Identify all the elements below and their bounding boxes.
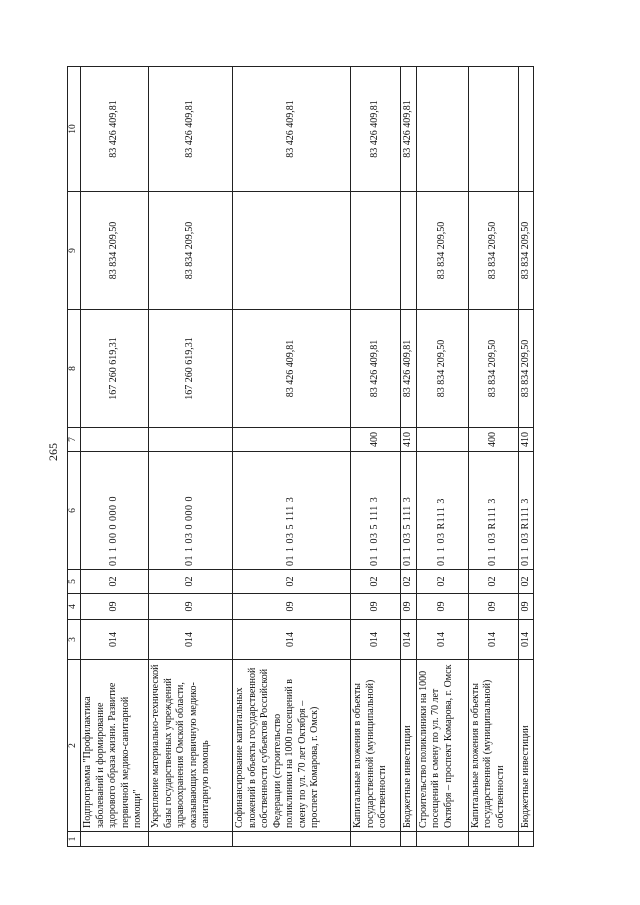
header-row — [68, 67, 81, 847]
section-code: 09 — [518, 594, 534, 620]
item-name: Софинансирование капитальных вложений в объекты государственной собственности субъектов Российской Федерации (строительство поликлиники на 1000 посещений в смену по ул. 70 лет Октября – проспект Комарова, г. Омск) — [233, 660, 351, 832]
empty-cell — [416, 832, 468, 847]
section-code: 09 — [149, 594, 233, 620]
header-cell: 8 — [68, 310, 81, 428]
item-name: Строительство поликлиники на 1000 посещений в смену по ул. 70 лет Октября – проспект Комарова, г. Омск — [416, 660, 468, 832]
amount-total: 83 426 409,81 — [233, 310, 351, 428]
empty-cell — [468, 832, 518, 847]
amount-year-3: 83 426 409,81 — [401, 67, 417, 192]
expense-type-code — [416, 428, 468, 452]
header-cell: 6 — [68, 452, 81, 570]
amount-year-2: 83 834 209,50 — [149, 192, 233, 310]
empty-cell — [401, 832, 417, 847]
item-name: Укрепление материально-технической базы государственных учреждений здравоохранения Омской области, оказывающих первичную медико-санитарную помощь — [149, 660, 233, 832]
item-name: Бюджетные инвестиции — [401, 660, 417, 832]
subsection-code: 02 — [468, 570, 518, 594]
item-name: Подпрограмма "Профилактика заболеваний и формирование здорового образа жизни. Развитие первичной медико-санитарной помощи" — [81, 660, 149, 832]
section-code: 09 — [81, 594, 149, 620]
page-number: 265 — [46, 443, 60, 461]
expense-type-code — [233, 428, 351, 452]
expense-type-code: 400 — [351, 428, 401, 452]
amount-total: 83 426 409,81 — [401, 310, 417, 428]
table-row — [351, 67, 401, 847]
item-name: Капитальные вложения в объекты государственной (муниципальной) собственности — [351, 660, 401, 832]
header-cell: 2 — [68, 660, 81, 832]
subsection-code: 02 — [416, 570, 468, 594]
budget-table — [67, 66, 534, 847]
header-cell: 9 — [68, 192, 81, 310]
grbs-code: 014 — [416, 620, 468, 660]
header-cell: 7 — [68, 428, 81, 452]
table-row — [416, 67, 468, 847]
amount-total: 83 834 209,50 — [468, 310, 518, 428]
amount-year-3: 83 426 409,81 — [81, 67, 149, 192]
section-code: 09 — [468, 594, 518, 620]
amount-year-2 — [401, 192, 417, 310]
header-cell: 10 — [68, 67, 81, 192]
rotated-table-container — [67, 67, 550, 847]
amount-year-2 — [233, 192, 351, 310]
amount-year-3: 83 426 409,81 — [233, 67, 351, 192]
grbs-code: 014 — [81, 620, 149, 660]
header-cell: 1 — [68, 832, 81, 847]
table-row — [149, 67, 233, 847]
section-code: 09 — [351, 594, 401, 620]
subsection-code: 02 — [149, 570, 233, 594]
item-name: Капитальные вложения в объекты государственной (муниципальной) собственности — [468, 660, 518, 832]
expense-type-code — [149, 428, 233, 452]
grbs-code: 014 — [401, 620, 417, 660]
empty-cell — [233, 832, 351, 847]
amount-year-2: 83 834 209,50 — [468, 192, 518, 310]
header-cell: 4 — [68, 594, 81, 620]
grbs-code: 014 — [518, 620, 534, 660]
table-row — [468, 67, 518, 847]
target-article-code: 01 1 03 5 111 3 — [233, 452, 351, 570]
section-code: 09 — [233, 594, 351, 620]
expense-type-code — [81, 428, 149, 452]
section-code: 09 — [401, 594, 417, 620]
amount-year-3: 83 426 409,81 — [149, 67, 233, 192]
amount-total: 83 834 209,50 — [518, 310, 534, 428]
amount-year-3 — [416, 67, 468, 192]
subsection-code: 02 — [81, 570, 149, 594]
subsection-code: 02 — [351, 570, 401, 594]
amount-year-3 — [468, 67, 518, 192]
target-article-code: 01 1 03 R111 3 — [468, 452, 518, 570]
amount-year-2: 83 834 209,50 — [416, 192, 468, 310]
amount-total: 83 426 409,81 — [351, 310, 401, 428]
expense-type-code: 410 — [401, 428, 417, 452]
amount-total: 167 260 619,31 — [149, 310, 233, 428]
subsection-code: 02 — [518, 570, 534, 594]
table-row — [233, 67, 351, 847]
subsection-code: 02 — [401, 570, 417, 594]
header-cell: 5 — [68, 570, 81, 594]
amount-year-2 — [351, 192, 401, 310]
expense-type-code: 410 — [518, 428, 534, 452]
empty-cell — [81, 832, 149, 847]
amount-year-2: 83 834 209,50 — [81, 192, 149, 310]
amount-year-3: 83 426 409,81 — [351, 67, 401, 192]
table-row — [518, 67, 534, 847]
grbs-code: 014 — [351, 620, 401, 660]
grbs-code: 014 — [468, 620, 518, 660]
grbs-code: 014 — [233, 620, 351, 660]
table-row — [401, 67, 417, 847]
grbs-code: 014 — [149, 620, 233, 660]
target-article-code: 01 1 03 0 000 0 — [149, 452, 233, 570]
empty-cell — [518, 832, 534, 847]
table-row — [81, 67, 149, 847]
amount-year-3 — [518, 67, 534, 192]
amount-total: 167 260 619,31 — [81, 310, 149, 428]
header-cell: 3 — [68, 620, 81, 660]
empty-cell — [149, 832, 233, 847]
section-code: 09 — [416, 594, 468, 620]
amount-total: 83 834 209,50 — [416, 310, 468, 428]
empty-cell — [351, 832, 401, 847]
item-name: Бюджетные инвестиции — [518, 660, 534, 832]
target-article-code: 01 1 03 5 111 3 — [401, 452, 417, 570]
amount-year-2: 83 834 209,50 — [518, 192, 534, 310]
subsection-code: 02 — [233, 570, 351, 594]
target-article-code: 01 1 03 R111 3 — [518, 452, 534, 570]
target-article-code: 01 1 00 0 000 0 — [81, 452, 149, 570]
expense-type-code: 400 — [468, 428, 518, 452]
target-article-code: 01 1 03 5 111 3 — [351, 452, 401, 570]
target-article-code: 01 1 03 R111 3 — [416, 452, 468, 570]
